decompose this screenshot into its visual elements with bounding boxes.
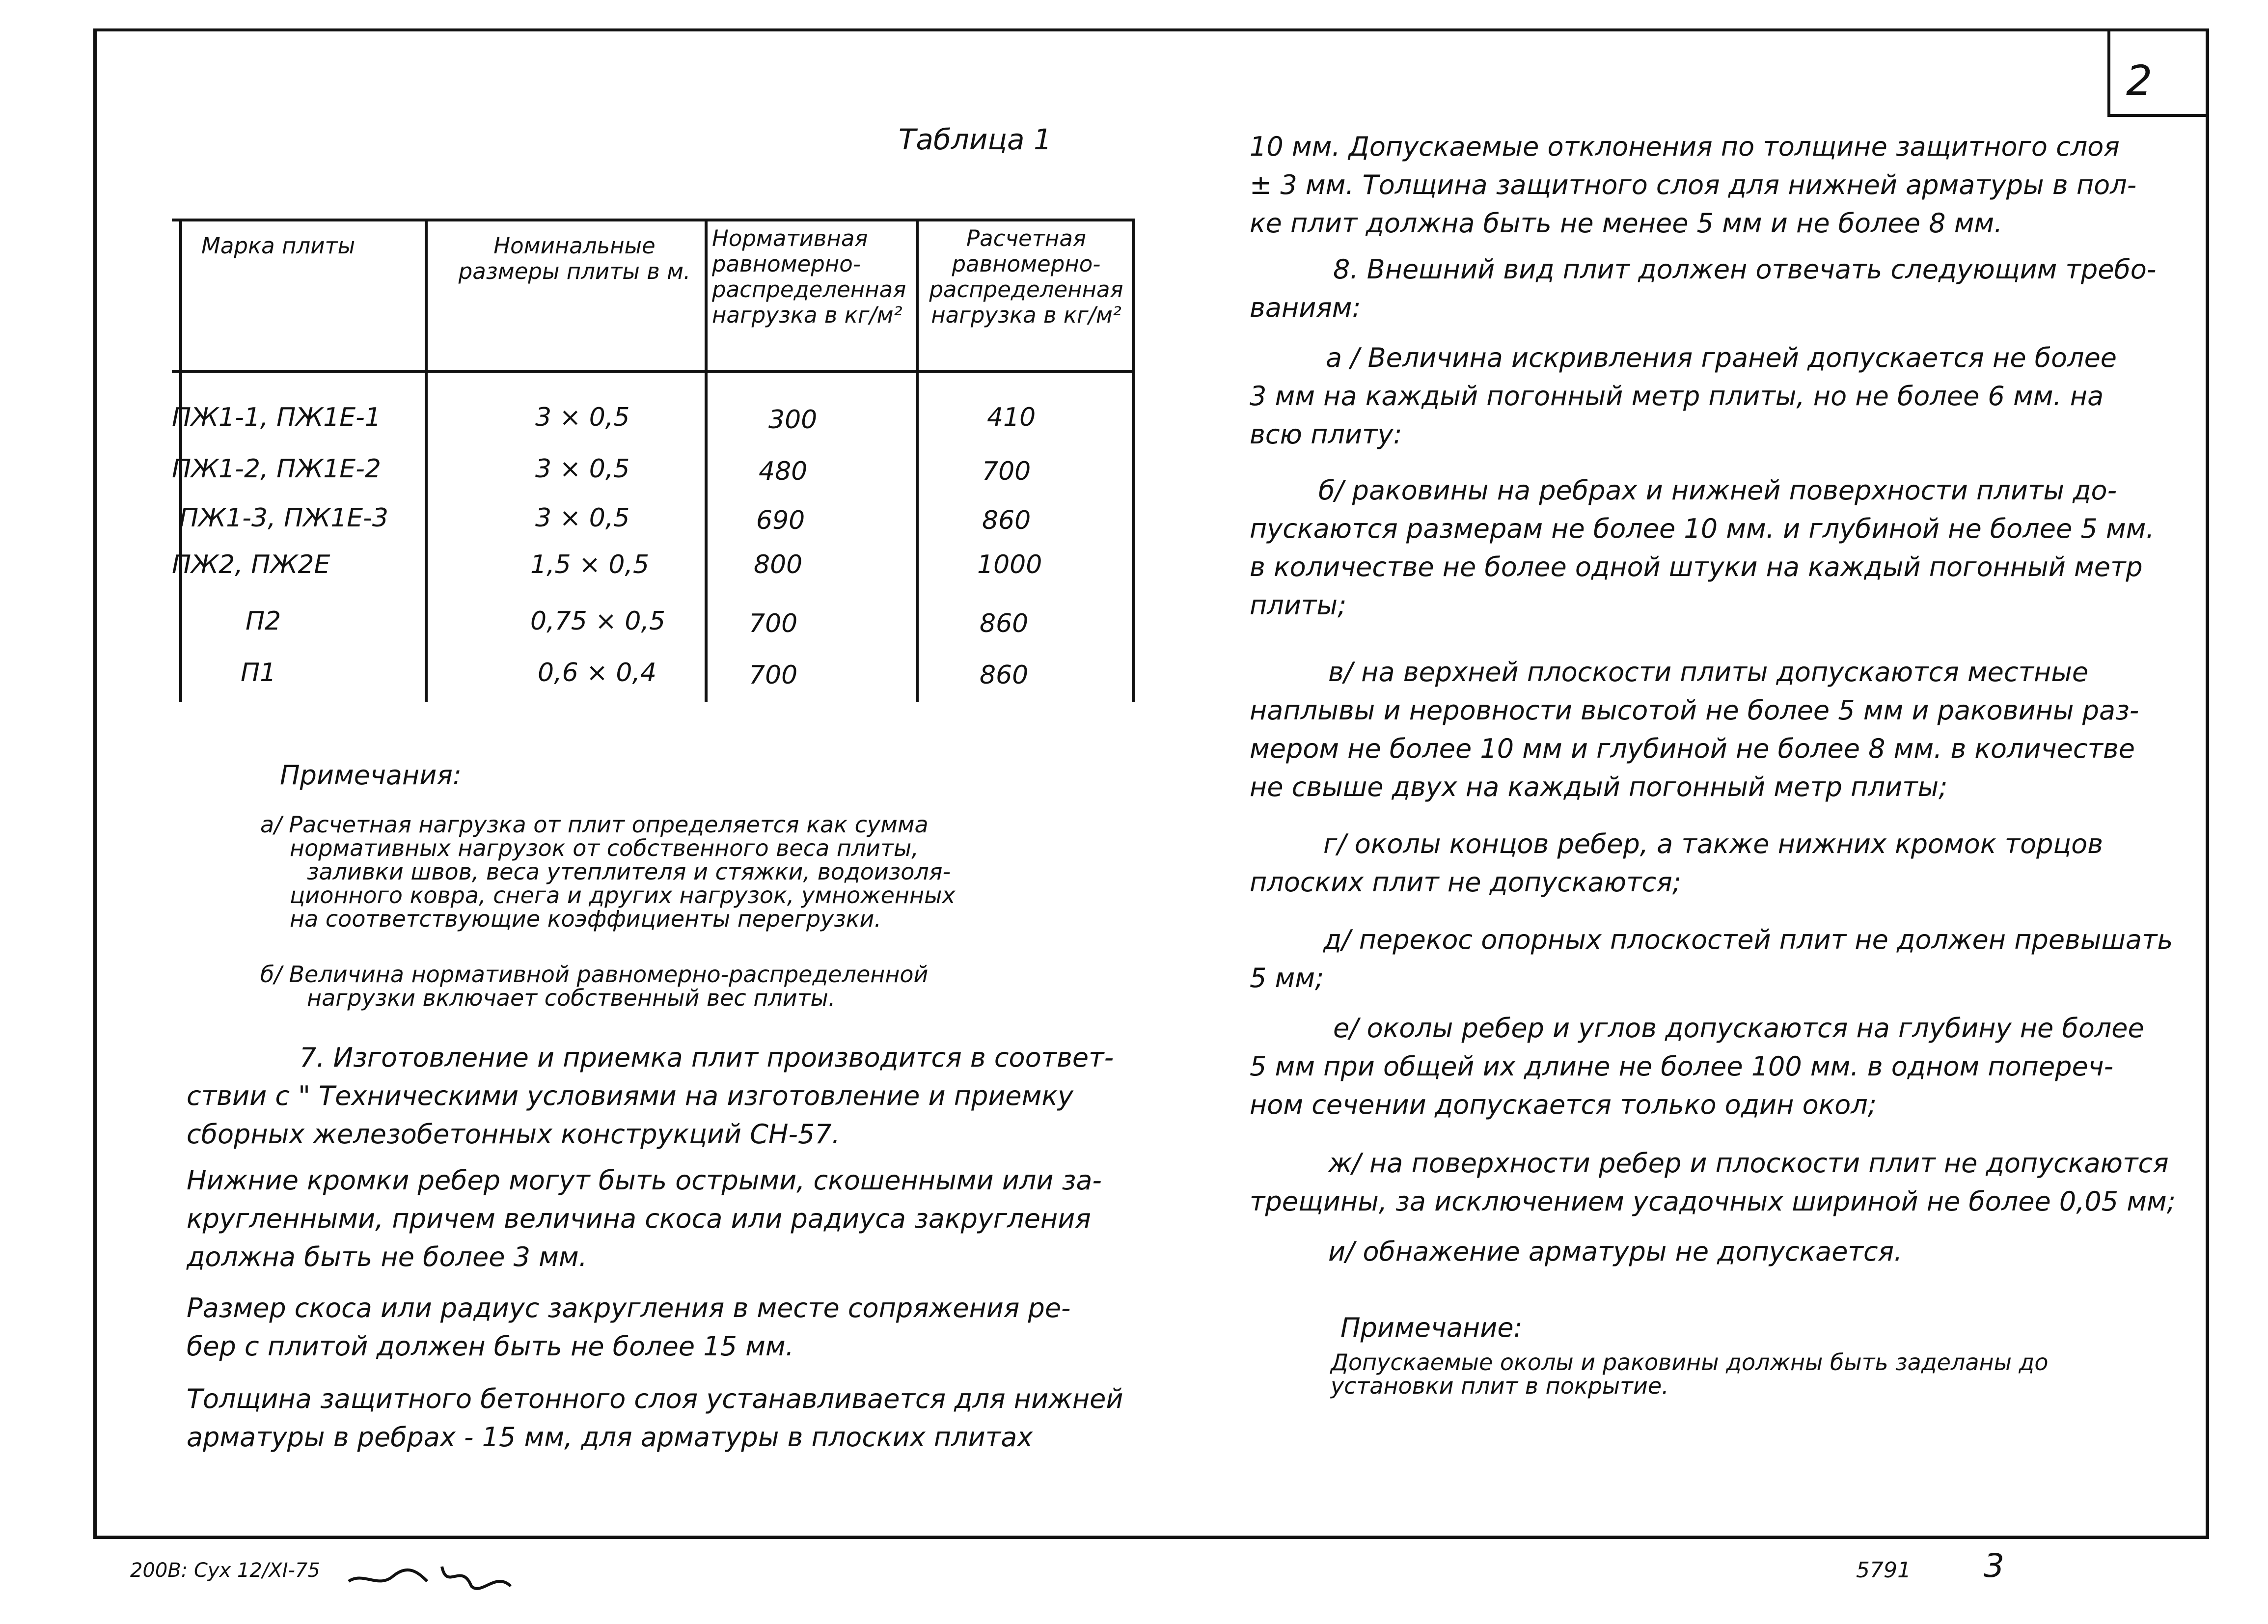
cell-normative: 480 [759,457,808,486]
cell-design: 410 [987,403,1036,432]
req-e-line: е/ околы ребер и углов допускаются на глубину не более [1333,1013,2144,1044]
note-a [260,813,956,931]
cover-continued-line: ке плит должна быть не менее 5 мм и не более 8 мм. [1250,208,2003,239]
req-b-line: пускаются размерам не более 10 мм. и глубиной не более 5 мм. [1250,513,2155,544]
note-right-line: Допускаемые околы и раковины должны быть заделаны до [1331,1349,2049,1376]
edges-line: Нижние кромки ребер могут быть острыми, скошенными или за- [187,1165,1102,1196]
note-b-line: б/ Величина нормативной равномерно-распределенной [260,961,929,988]
cell-dimensions: 3 × 0,5 [535,403,630,432]
table-col-line-3 [916,219,919,702]
approval-stamp: 200В: Сух 12/XI-75 [130,1559,320,1582]
req-a-line: всю плиту: [1250,419,1402,450]
note-a-line: а/ Расчетная нагрузка от плит определяется как сумма [260,811,929,838]
cover-line: Толщина защитного бетонного слоя устанавливается для нижней [187,1383,1123,1414]
bevel-paragraph [187,1289,1071,1366]
cell-dimensions: 3 × 0,5 [535,503,630,533]
cell-design: 860 [980,661,1029,690]
cover-line: арматуры в ребрах - 15 мм, для арматуры в плоских плитах [187,1422,1033,1453]
document-number: 5791 [1856,1558,1911,1583]
bevel-line: Размер скоса или радиус закругления в месте сопряжения ре- [187,1293,1071,1323]
cell-design: 860 [980,609,1029,638]
req-v-line: наплывы и неровности высотой не более 5 мм и раковины раз- [1250,695,2139,726]
cell-design: 700 [982,457,1031,486]
loads-table [172,219,1134,702]
table-col-line-4 [1132,219,1135,702]
cover-continued [1250,128,2136,243]
req-b-line: плиты; [1250,590,1347,621]
req-e-line: ном сечении допускается только один окол; [1250,1089,1877,1120]
req-i [1250,1233,1902,1271]
cell-mark: ПЖ1-2, ПЖ1Е-2 [172,454,382,484]
note-right [1331,1350,2049,1398]
cover-continued-line: ± 3 мм. Толщина защитного слоя для нижней арматуры в пол- [1250,169,2137,200]
req-d [1250,921,2173,997]
req-v-line: мером не более 10 мм и глубиной не более 8 мм. в количестве [1250,733,2135,764]
cell-dimensions: 0,6 × 0,4 [538,658,657,688]
table-top-border [172,219,1134,221]
req-a-line: 3 мм на каждый погонный метр плиты, но не более 6 мм. на [1250,381,2104,412]
cell-dimensions: 3 × 0,5 [535,454,630,484]
header-dimensions: Номинальные размеры плиты в м. [458,233,691,284]
cell-mark: ПЖ1-3, ПЖ1Е-3 [179,503,389,533]
req-d-line: д/ перекос опорных плоскостей плит не должен превышать [1323,924,2173,955]
note-a-line: нормативных нагрузок от собственного веса плиты, [290,835,919,861]
cell-mark: ПЖ1-1, ПЖ1Е-1 [172,403,382,432]
note-b-line: нагрузки включает собственный вес плиты. [307,985,836,1011]
cell-normative: 300 [768,405,818,435]
note-a-line: на соответствующие коэффициенты перегрузки. [290,906,882,932]
section-7-line: ствии с " Техническими условиями на изготовление и приемку [187,1080,1073,1111]
cell-dimensions: 1,5 × 0,5 [530,550,650,579]
table-col-line-1 [425,219,428,702]
req-v-line: не свыше двух на каждый погонный метр плиты; [1250,771,1948,802]
bevel-line: бер с плитой должен быть не более 15 мм. [187,1331,794,1362]
note-title-right: Примечание: [1340,1312,1523,1343]
req-g [1250,825,2103,902]
header-mark: Марка плиты [201,233,355,259]
req-b [1250,471,2155,625]
req-b-line: б/ раковины на ребрах и нижней поверхности плиты до- [1318,475,2117,506]
header-normative-load: Нормативная равномерно-распределенная нагрузка в кг/м² [712,225,906,328]
note-b [260,963,928,1010]
cell-design: 1000 [977,550,1042,579]
req-zh [1250,1144,2176,1221]
cell-normative: 690 [756,506,805,535]
cell-dimensions: 0,75 × 0,5 [530,606,666,636]
req-zh-line: трещины, за исключением усадочных шириной не более 0,05 мм; [1250,1186,2176,1217]
edges-paragraph [187,1161,1102,1276]
signature-mark [344,1552,520,1606]
table-header-divider [172,370,1134,373]
req-e-line: 5 мм при общей их длине не более 100 мм. в одном попереч- [1250,1051,2114,1082]
section-7 [187,1039,1114,1154]
section-8 [1250,250,2156,327]
cell-design: 860 [982,506,1031,535]
section-8-line: 8. Внешний вид плит должен отвечать следующим требо- [1333,254,2157,285]
note-right-line: установки плит в покрытие. [1331,1373,1669,1399]
req-e [1250,1009,2144,1124]
cell-normative: 800 [754,550,803,579]
page-number-box [2107,28,2209,117]
section-7-line: сборных железобетонных конструкций СН-57. [187,1119,840,1150]
cell-mark: П1 [241,658,276,688]
notes-title: Примечания: [280,760,462,791]
req-d-line: 5 мм; [1250,963,1324,993]
req-b-line: в количестве не более одной штуки на каждый погонный метр [1250,551,2143,582]
edges-line: кругленными, причем величина скоса или радиуса закругления [187,1203,1091,1234]
req-g-line: г/ околы концов ребер, а также нижних кромок торцов [1323,828,2104,859]
table-title: Таблица 1 [899,123,1052,156]
table-col-line-2 [705,219,708,702]
note-a-line: ционного ковра, снега и других нагрузок, умноженных [290,882,956,908]
page-number: 2 [2126,56,2153,105]
section-7-line: 7. Изготовление и приемка плит производится в соответ- [300,1042,1114,1073]
header-design-load: Расчетная равномерно-распределенная нагрузка в кг/м² [929,225,1123,328]
req-g-line: плоских плит не допускаются; [1250,867,1681,898]
cell-mark: П2 [246,606,281,636]
cell-normative: 700 [749,609,798,638]
req-i-line: и/ обнажение арматуры не допускается. [1328,1236,1903,1267]
cell-mark: ПЖ2, ПЖ2Е [172,550,330,579]
sheet-number: 3 [1984,1547,2004,1585]
note-a-line: заливки швов, веса утеплителя и стяжки, водоизоля- [307,858,951,885]
req-v [1250,653,2139,806]
req-a [1250,339,2117,454]
cover-continued-line: 10 мм. Допускаемые отклонения по толщине защитного слоя [1250,131,2120,162]
req-zh-line: ж/ на поверхности ребер и плоскости плит не допускаются [1328,1148,2169,1179]
req-v-line: в/ на верхней плоскости плиты допускаются местные [1328,657,2089,688]
edges-line: должна быть не более 3 мм. [187,1241,587,1272]
cell-normative: 700 [749,661,798,690]
section-8-line: ваниям: [1250,292,1361,323]
req-a-line: а / Величина искривления граней допускается не более [1326,342,2117,373]
cover-paragraph [187,1380,1123,1457]
